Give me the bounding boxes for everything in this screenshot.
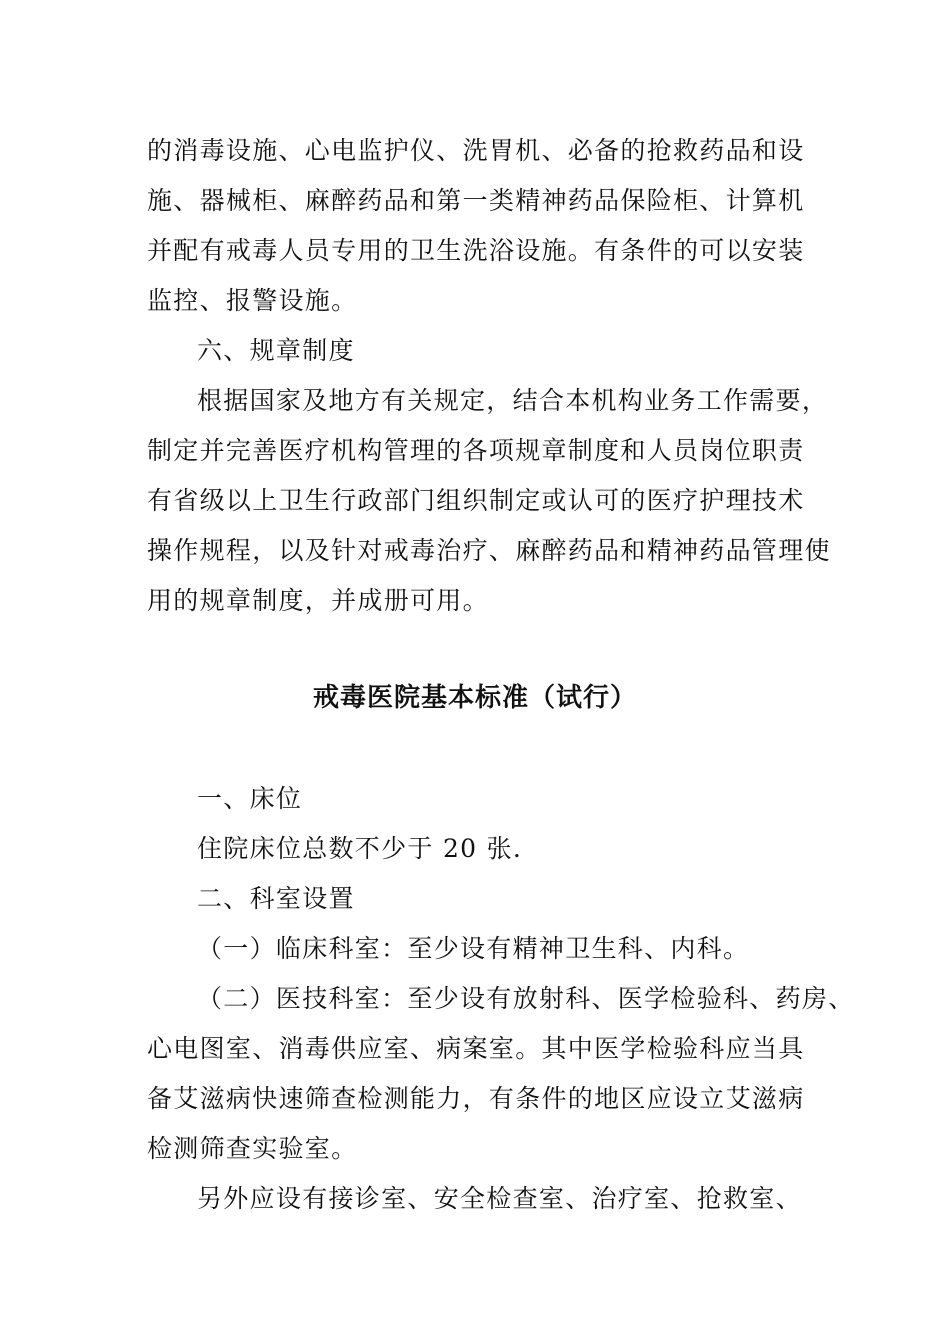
paragraph-line: 住院床位总数不少于 20 张. xyxy=(197,834,523,863)
paragraph-line: 心电图室、消毒供应室、病案室。其中医学检验科应当具 xyxy=(147,1034,805,1063)
paragraph-line: 根据国家及地方有关规定，结合本机构业务工作需要， xyxy=(197,386,829,415)
paragraph-line: 并配有戒毒人员专用的卫生洗浴设施。有条件的可以安装 xyxy=(147,236,805,265)
paragraph-line: 用的规章制度，并成册可用。 xyxy=(147,586,489,615)
paragraph-line: 施、器械柜、麻醉药品和第一类精神药品保险柜、计算机 xyxy=(147,186,805,215)
paragraph-line: （二）医技科室：至少设有放射科、医学检验科、药房、 xyxy=(197,984,855,1013)
paragraph-line: （一）临床科室：至少设有精神卫生科、内科。 xyxy=(197,934,750,963)
paragraph-line: 检测筛查实验室。 xyxy=(147,1134,358,1163)
paragraph-line: 备艾滋病快速筛查检测能力，有条件的地区应设立艾滋病 xyxy=(147,1084,805,1113)
section-heading-beds: 一、床位 xyxy=(197,784,303,813)
paragraph-line: 另外应设有接诊室、安全检查室、治疗室、抢救室、 xyxy=(197,1184,802,1213)
document-title: 戒毒医院基本标准（试行） xyxy=(312,683,637,713)
paragraph-line: 操作规程，以及针对戒毒治疗、麻醉药品和精神药品管理使 xyxy=(147,536,831,565)
section-heading-departments: 二、科室设置 xyxy=(197,884,355,913)
paragraph-line: 有省级以上卫生行政部门组织制定或认可的医疗护理技术 xyxy=(147,486,805,515)
paragraph-line: 的消毒设施、心电监护仪、洗胃机、必备的抢救药品和设 xyxy=(147,136,805,165)
paragraph-line: 监控、报警设施。 xyxy=(147,286,358,315)
section-heading-rules: 六、规章制度 xyxy=(197,336,355,365)
paragraph-line: 制定并完善医疗机构管理的各项规章制度和人员岗位职责 xyxy=(147,436,805,465)
